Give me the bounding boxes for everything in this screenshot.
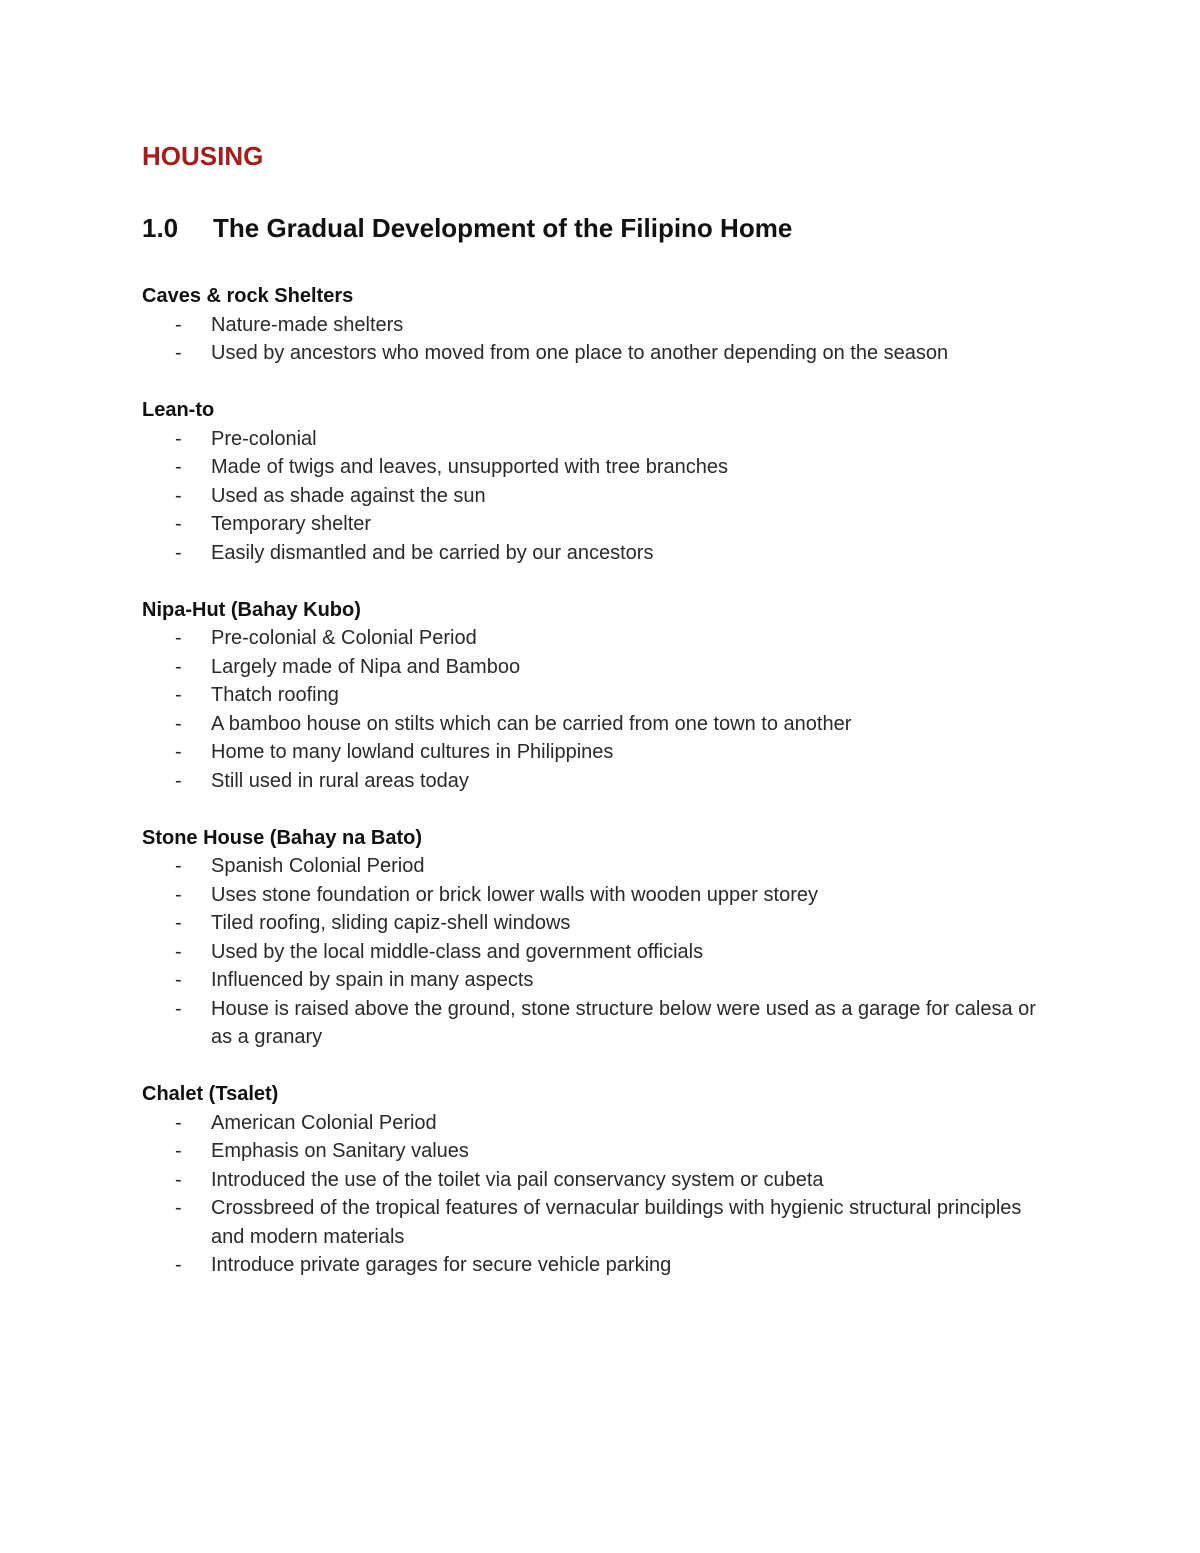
bullet-dash: - (175, 627, 182, 649)
list-item (142, 1194, 1042, 1251)
list-item-text: Temporary shelter (211, 513, 372, 535)
list-item-text: House is raised above the ground, stone structure below were used as a garage for calesa or as a granary (211, 997, 1036, 1048)
bullet-list (142, 852, 1042, 1052)
list-item-text: Tiled roofing, sliding capiz-shell windows (211, 912, 571, 934)
list-item-text: A bamboo house on stilts which can be carried from one town to another (211, 712, 852, 735)
list-item (142, 995, 1042, 1052)
bullet-dash: - (175, 1197, 182, 1219)
bullet-dash: - (175, 997, 182, 1020)
bullet-dash: - (175, 712, 182, 735)
list-item-text: Crossbreed of the tropical features of vernacular buildings with hygienic structural principles and modern materials (211, 1197, 1022, 1248)
list-item (142, 453, 1042, 482)
list-item-text: Largely made of Nipa and Bamboo (211, 655, 521, 678)
list-item (142, 1137, 1042, 1166)
list-item-text: Used by ancestors who moved from one place to another depending on the season (211, 342, 949, 364)
bullet-dash: - (175, 940, 182, 963)
bullet-dash: - (175, 1168, 182, 1191)
bullet-list (142, 1109, 1042, 1280)
list-item (142, 938, 1042, 967)
list-item (142, 966, 1042, 995)
list-item-text: Introduced the use of the toilet via pail conservancy system or cubeta (211, 1168, 824, 1191)
list-item (142, 767, 1042, 796)
topic-heading: Lean-to (142, 399, 215, 421)
bullet-dash: - (175, 883, 182, 906)
bullet-list (142, 311, 1042, 368)
list-item-text: Pre-colonial (211, 427, 317, 450)
list-item-text: Uses stone foundation or brick lower walls with wooden upper storey (211, 883, 818, 906)
list-item (142, 311, 1042, 340)
section-number: 1.0 (142, 213, 179, 243)
bullet-dash: - (175, 769, 182, 792)
bullet-dash: - (175, 427, 182, 450)
list-item (142, 425, 1042, 454)
bullet-list (142, 624, 1042, 795)
list-item-text: American Colonial Period (211, 1111, 437, 1134)
bullet-dash: - (175, 855, 182, 877)
groups-container (142, 282, 1042, 1280)
section-title: The Gradual Development of the Filipino Home (213, 213, 793, 243)
list-item-text: Home to many lowland cultures in Philippines (211, 741, 614, 763)
list-item (142, 539, 1042, 568)
list-item-text: Spanish Colonial Period (211, 855, 425, 877)
section-heading (142, 210, 1042, 246)
list-item-text: Introduce private garages for secure vehicle parking (211, 1254, 672, 1276)
bullet-dash: - (175, 513, 182, 535)
list-item-text: Influenced by spain in many aspects (211, 969, 534, 991)
topic-heading: Nipa-Hut (Bahay Kubo) (142, 598, 361, 621)
list-item-text: Pre-colonial & Colonial Period (211, 627, 477, 649)
list-item-text: Easily dismantled and be carried by our ancestors (211, 541, 654, 564)
bullet-dash: - (175, 456, 182, 478)
topic-group (142, 596, 1042, 796)
bullet-dash: - (175, 684, 182, 706)
topic-group (142, 282, 1042, 368)
bullet-dash: - (175, 912, 182, 934)
topic-heading: Caves & rock Shelters (142, 285, 354, 307)
list-item-text: Emphasis on Sanitary values (211, 1140, 469, 1162)
list-item (142, 881, 1042, 910)
bullet-dash: - (175, 1254, 182, 1276)
topic-heading: Chalet (Tsalet) (142, 1083, 279, 1105)
list-item-text: Used as shade against the sun (211, 484, 486, 507)
bullet-dash: - (175, 969, 182, 991)
list-item (142, 653, 1042, 682)
topic-group (142, 1080, 1042, 1280)
list-item (142, 909, 1042, 938)
list-item-text: Used by the local middle-class and government officials (211, 940, 704, 963)
bullet-list (142, 425, 1042, 568)
list-item-text: Made of twigs and leaves, unsupported with tree branches (211, 456, 728, 478)
list-item (142, 624, 1042, 653)
bullet-dash: - (175, 741, 182, 763)
bullet-dash: - (175, 1111, 182, 1134)
list-item (142, 1251, 1042, 1280)
list-item (142, 482, 1042, 511)
list-item (142, 852, 1042, 881)
list-item-text: Thatch roofing (211, 684, 339, 706)
bullet-dash: - (175, 541, 182, 564)
document-page (142, 138, 1042, 1280)
bullet-dash: - (175, 484, 182, 507)
list-item (142, 1109, 1042, 1138)
list-item (142, 510, 1042, 539)
bullet-dash: - (175, 655, 182, 678)
topic-group (142, 824, 1042, 1052)
list-item-text: Nature-made shelters (211, 313, 404, 336)
list-item (142, 339, 1042, 368)
topic-group (142, 396, 1042, 567)
list-item (142, 738, 1042, 767)
bullet-dash: - (175, 1140, 182, 1162)
list-item (142, 710, 1042, 739)
document-title: HOUSING (142, 141, 264, 171)
list-item (142, 1166, 1042, 1195)
list-item-text: Still used in rural areas today (211, 769, 469, 792)
list-item (142, 681, 1042, 710)
bullet-dash: - (175, 313, 182, 336)
bullet-dash: - (175, 342, 182, 364)
topic-heading: Stone House (Bahay na Bato) (142, 826, 423, 849)
